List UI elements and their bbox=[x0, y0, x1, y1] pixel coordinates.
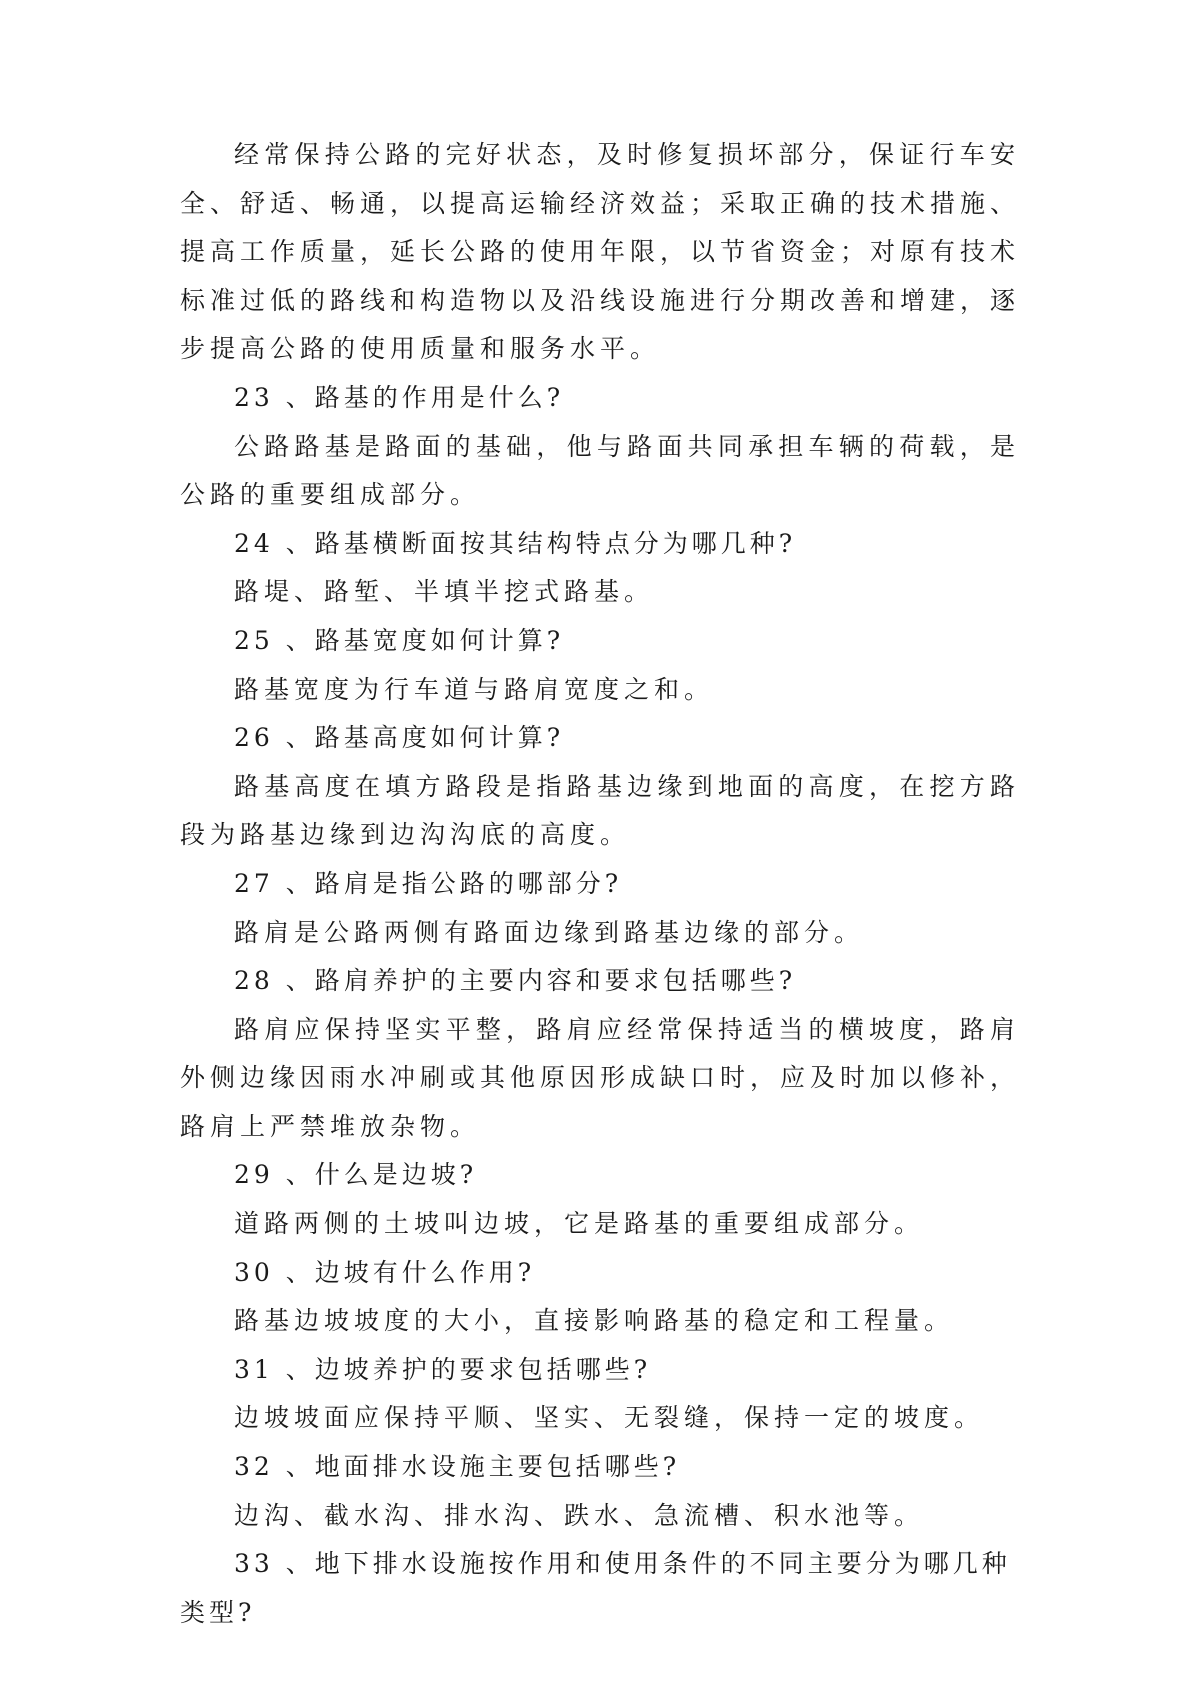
document-body bbox=[180, 131, 1020, 1637]
question-25: 25 、路基宽度如何计算? bbox=[234, 625, 565, 655]
answer-23: 公路路基是路面的基础，他与路面共同承担车辆的荷载，是公路的重要组成部分。 bbox=[180, 431, 1020, 510]
question-32: 32 、地面排水设施主要包括哪些? bbox=[234, 1452, 681, 1482]
question-27: 27 、路肩是指公路的哪部分? bbox=[234, 868, 623, 898]
answer-28: 路肩应保持坚实平整，路肩应经常保持适当的横坡度，路肩外侧边缘因雨水冲刷或其他原因形成缺口时，应及时加以修补，路肩上严禁堆放杂物。 bbox=[180, 1014, 1021, 1141]
answer-30: 路基边坡坡度的大小，直接影响路基的稳定和工程量。 bbox=[234, 1306, 955, 1336]
question-26: 26 、路基高度如何计算? bbox=[234, 723, 565, 753]
question-30: 30 、边坡有什么作用? bbox=[234, 1257, 536, 1287]
answer-26: 路基高度在填方路段是指路基边缘到地面的高度，在挖方路段为路基边缘到边沟沟底的高度。 bbox=[180, 771, 1020, 850]
question-33: 33 、地下排水设施按作用和使用条件的不同主要分为哪几种类型? bbox=[180, 1549, 1011, 1627]
question-28: 28 、路肩养护的主要内容和要求包括哪些? bbox=[234, 966, 797, 996]
answer-29: 道路两侧的土坡叫边坡，它是路基的重要组成部分。 bbox=[234, 1209, 925, 1239]
answer-paragraph: 经常保持公路的完好状态，及时修复损坏部分，保证行车安全、舒适、畅通，以提高运输经济效益；采取正确的技术措施、提高工作质量，延长公路的使用年限，以节省资金；对原有技术标准过低的路线和构造物以及沿线设施进行分期改善和增建，逐步提高公路的使用质量和服务水平。 bbox=[180, 140, 1021, 364]
answer-24: 路堤、路堑、半填半挖式路基。 bbox=[234, 577, 655, 607]
answer-31: 边坡坡面应保持平顺、坚实、无裂缝，保持一定的坡度。 bbox=[234, 1403, 985, 1433]
question-24: 24 、路基横断面按其结构特点分为哪几种? bbox=[234, 528, 797, 558]
question-23: 23 、路基的作用是什么? bbox=[234, 382, 565, 412]
question-31: 31 、边坡养护的要求包括哪些? bbox=[234, 1354, 652, 1384]
answer-27: 路肩是公路两侧有路面边缘到路基边缘的部分。 bbox=[234, 917, 865, 947]
answer-32: 边沟、截水沟、排水沟、跌水、急流槽、积水池等。 bbox=[234, 1500, 925, 1530]
answer-25: 路基宽度为行车道与路肩宽度之和。 bbox=[234, 674, 715, 704]
question-29: 29 、什么是边坡? bbox=[234, 1160, 478, 1190]
